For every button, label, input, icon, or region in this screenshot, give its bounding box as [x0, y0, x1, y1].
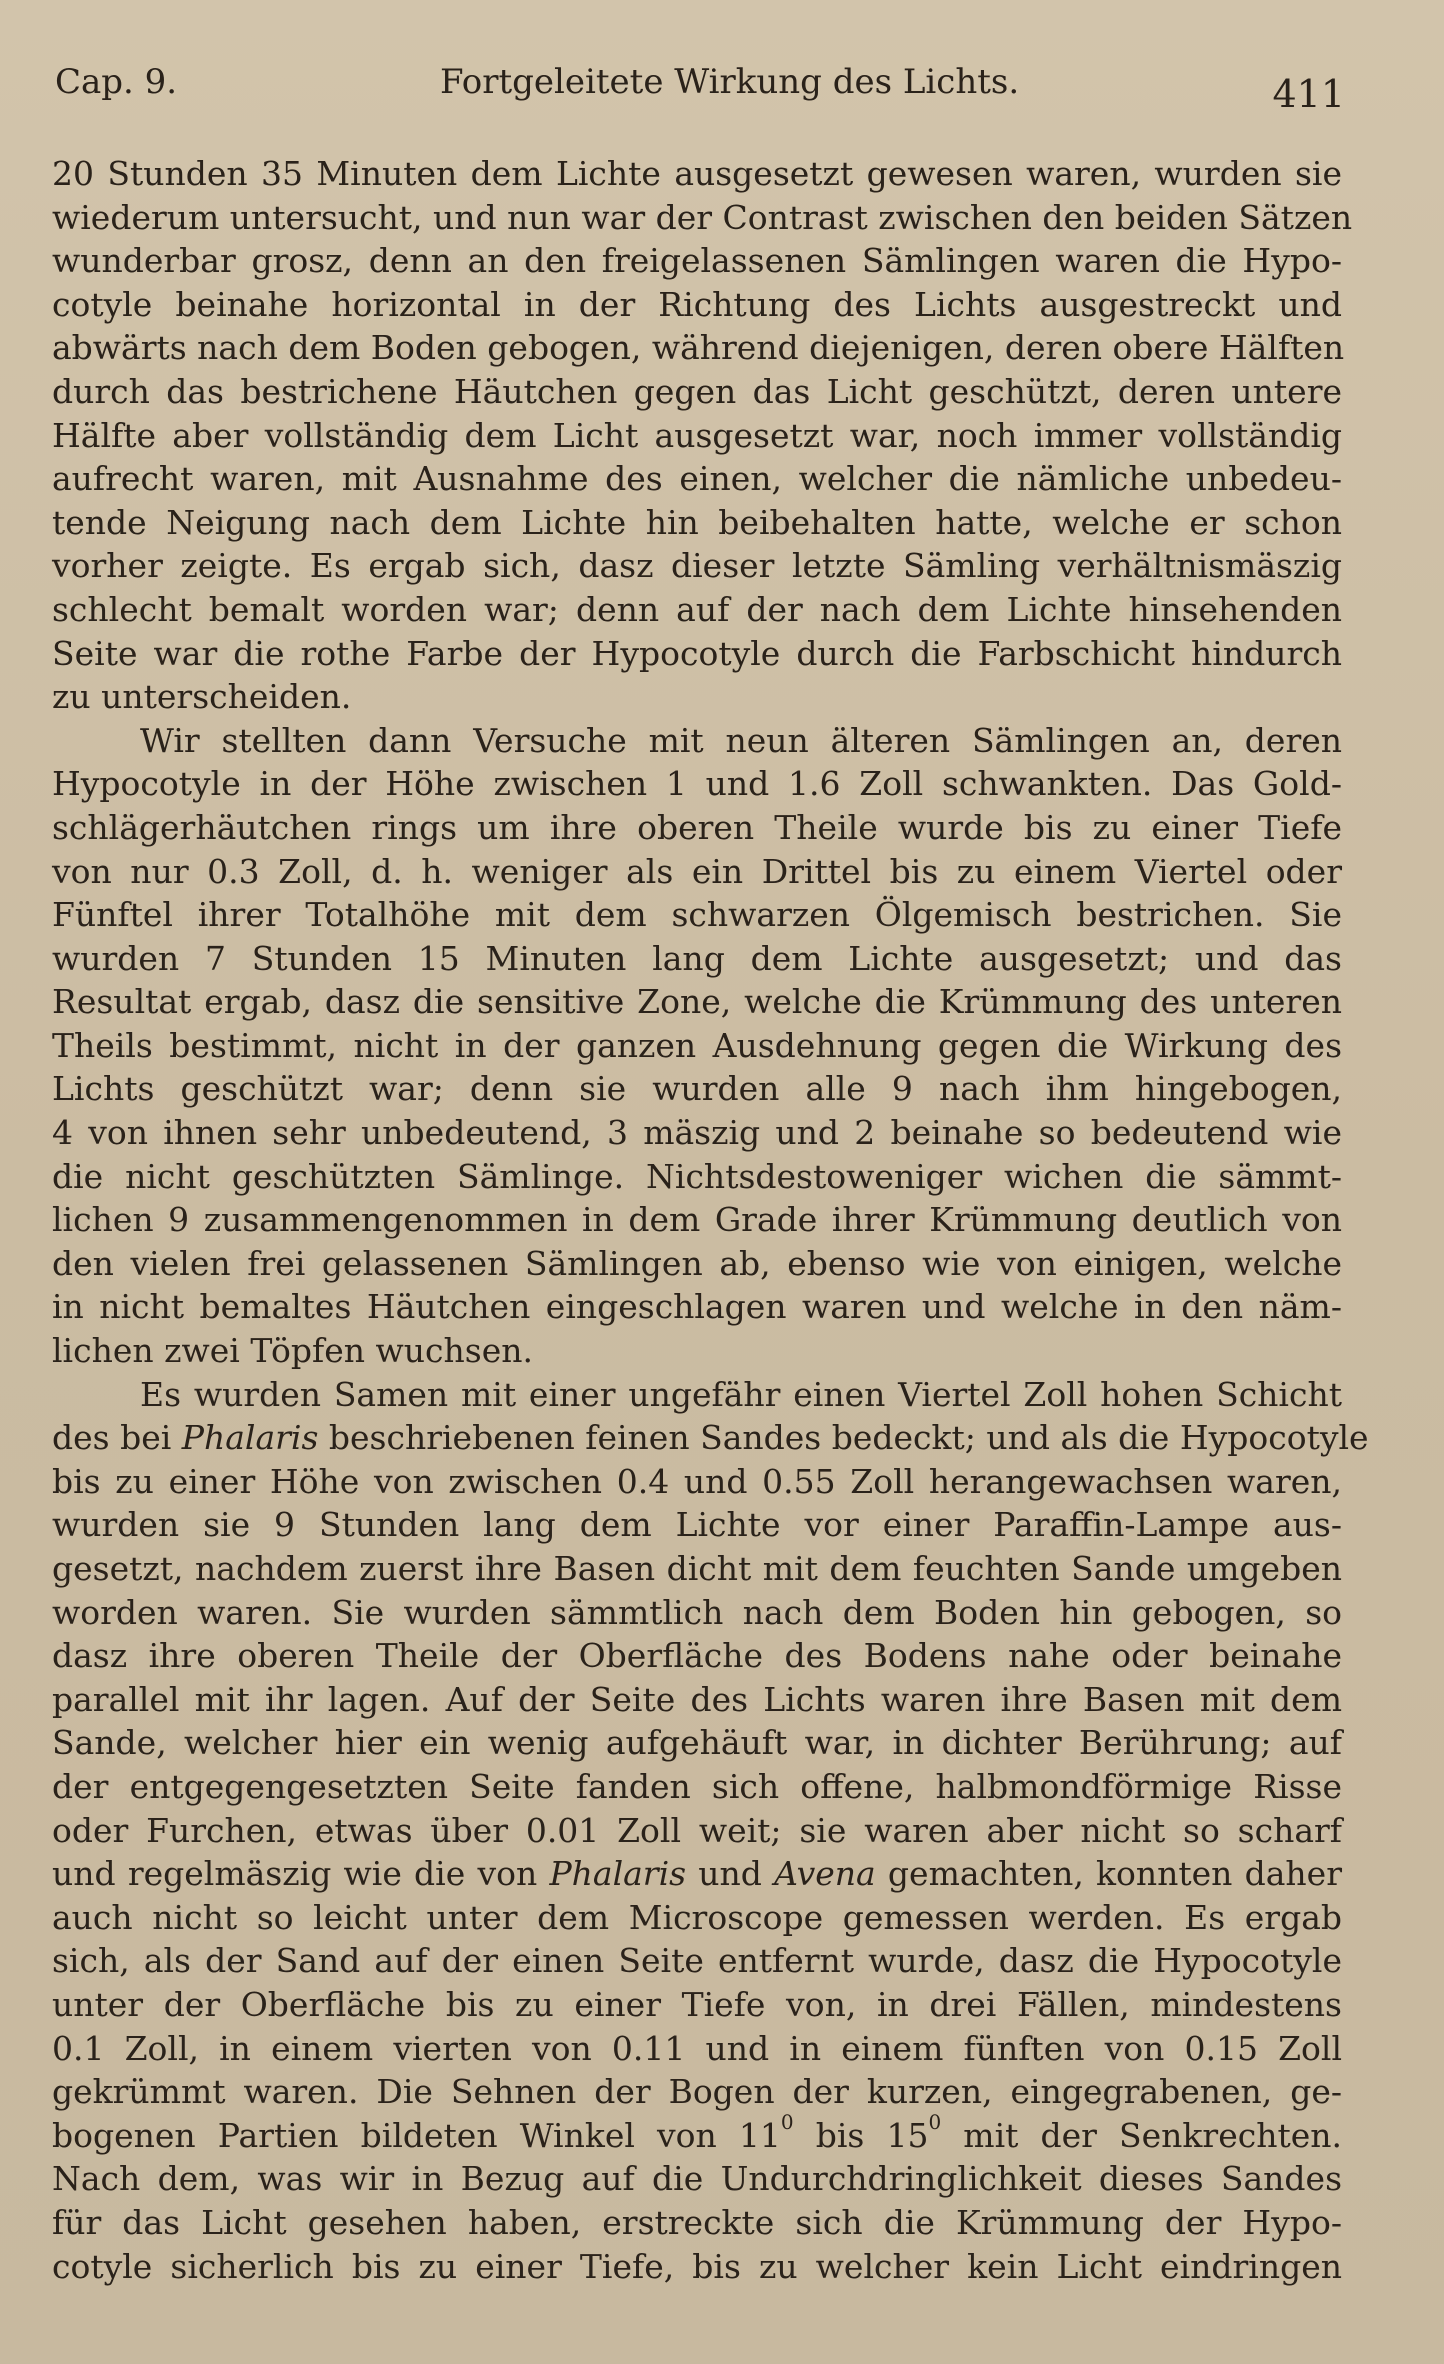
degree-superscript: 0: [780, 2109, 794, 2134]
text-line: zu unterscheiden.: [52, 677, 352, 717]
text-line: 20 Stunden 35 Minuten dem Lichte ausgesetzt gewesen waren, wurden sie: [52, 154, 1342, 193]
text-line: bis zu einer Höhe von zwischen 0.4 und 0.55 Zoll herangewachsen waren,: [52, 1461, 1342, 1501]
text-line: Hälfte aber vollständig dem Licht ausgesetzt war, noch immer vollständig: [52, 415, 1342, 455]
text-line: Lichts geschützt war; denn sie wurden alle 9 nach ihm hingebogen,: [52, 1069, 1342, 1109]
text-line: sich, als der Sand auf der einen Seite entfernt wurde, dasz die Hypocotyle: [52, 1941, 1342, 1981]
text-line: der entgegengesetzten Seite fanden sich offene, halbmondförmige Risse: [52, 1766, 1342, 1806]
text-line: wurden sie 9 Stunden lang dem Lichte vor einer Paraffin-Lampe aus-: [52, 1505, 1342, 1545]
text-line: Sande, welcher hier ein wenig aufgehäuft war, in dichter Berührung; auf: [52, 1723, 1342, 1763]
text-line: in nicht bemaltes Häutchen eingeschlagen waren und welche in den näm-: [52, 1287, 1342, 1327]
running-title: Fortgeleitete Wirkung des Lichts.: [440, 62, 1020, 102]
text-line: parallel mit ihr lagen. Auf der Seite des Lichts waren ihre Basen mit dem: [52, 1679, 1342, 1719]
text-line: die nicht geschützten Sämlinge. Nichtsdestoweniger wichen die sämmt-: [52, 1156, 1342, 1196]
text-line: lichen 9 zusammengenommen in dem Grade ihrer Krümmung deutlich von: [52, 1200, 1342, 1240]
italic-species-name: Phalaris: [181, 1418, 319, 1458]
text-line: Es wurden Samen mit einer ungefähr einen Viertel Zoll hohen Schicht: [140, 1374, 1342, 1414]
text-line: Theils bestimmt, nicht in der ganzen Ausdehnung gegen die Wirkung des: [52, 1025, 1342, 1065]
text-run: des bei: [52, 1418, 182, 1458]
text-run: und: [686, 1854, 775, 1894]
text-line: Hypocotyle in der Höhe zwischen 1 und 1.6 Zoll schwankten. Das Gold-: [52, 764, 1342, 804]
chapter-label: Cap. 9.: [55, 62, 178, 102]
text-line: worden waren. Sie wurden sämmtlich nach dem Boden hin gebogen, so: [52, 1592, 1342, 1632]
text-line: auch nicht so leicht unter dem Microscope gemessen werden. Es ergab: [52, 1897, 1342, 1937]
text-line: [52, 1416, 1369, 1460]
text-run: beschriebenen feinen Sandes bedeckt; und als die Hypocotyle: [318, 1418, 1369, 1458]
text-line: cotyle beinahe horizontal in der Richtung des Lichts ausgestreckt und: [52, 284, 1342, 324]
text-line: abwärts nach dem Boden gebogen, während diejenigen, deren obere Hälften: [52, 328, 1345, 368]
text-line: für das Licht gesehen haben, erstreckte sich die Krümmung der Hypo-: [52, 2202, 1342, 2242]
body-text: [52, 152, 1369, 2288]
text-line: lichen zwei Töpfen wuchsen.: [52, 1331, 533, 1371]
text-line: Seite war die rothe Farbe der Hypocotyle durch die Farbschicht hindurch: [52, 633, 1342, 673]
text-run: und regelmäszig wie die von: [52, 1854, 550, 1894]
text-line: vorher zeigte. Es ergab sich, dasz dieser letzte Sämling verhältnismäszig: [52, 546, 1342, 586]
text-line: wunderbar grosz, denn an den freigelassenen Sämlingen waren die Hypo-: [52, 241, 1342, 281]
text-line: 4 von ihnen sehr unbedeutend, 3 mäszig und 2 beinahe so bedeutend wie: [52, 1113, 1342, 1153]
text-line: unter der Oberfläche bis zu einer Tiefe von, in drei Fällen, mindestens: [52, 1984, 1342, 2024]
italic-species-name: Avena: [774, 1854, 876, 1894]
text-line: 0.1 Zoll, in einem vierten von 0.11 und in einem fünften von 0.15 Zoll: [52, 2028, 1342, 2068]
page-number: 411: [1272, 72, 1345, 116]
text-line: Wir stellten dann Versuche mit neun älteren Sämlingen an, deren: [140, 720, 1342, 760]
text-line: aufrecht waren, mit Ausnahme des einen, welcher die nämliche unbedeu-: [52, 459, 1342, 499]
degree-superscript: 0: [928, 2109, 942, 2134]
text-line: Nach dem, was wir in Bezug auf die Undurchdringlichkeit dieses Sandes: [52, 2159, 1342, 2199]
text-line: gekrümmt waren. Die Sehnen der Bogen der kurzen, eingegrabenen, ge-: [52, 2072, 1342, 2112]
text-line: gesetzt, nachdem zuerst ihre Basen dicht mit dem feuchten Sande umgeben: [52, 1549, 1342, 1588]
italic-species-name: Phalaris: [549, 1854, 687, 1894]
text-run: mit der Senkrechten.: [941, 2115, 1342, 2155]
text-line: den vielen frei gelassenen Sämlingen ab, ebenso wie von einigen, welche: [52, 1243, 1342, 1283]
text-line: wurden 7 Stunden 15 Minuten lang dem Lichte ausgesetzt; und das: [52, 938, 1342, 978]
text-run: gemachten, konnten daher: [875, 1854, 1342, 1894]
text-line: Fünftel ihrer Totalhöhe mit dem schwarzen Ölgemisch bestrichen. Sie: [52, 895, 1342, 935]
text-line: durch das bestrichene Häutchen gegen das Licht geschützt, deren untere: [52, 371, 1342, 411]
running-header: [55, 62, 1345, 122]
text-line: dasz ihre oberen Theile der Oberfläche des Bodens nahe oder beinahe: [52, 1636, 1342, 1676]
text-line: [52, 2109, 1342, 2158]
text-run: bis 15: [793, 2115, 929, 2155]
text-line: oder Furchen, etwas über 0.01 Zoll weit; sie waren aber nicht so scharf: [52, 1810, 1342, 1850]
text-line: tende Neigung nach dem Lichte hin beibehalten hatte, welche er schon: [52, 502, 1342, 542]
text-run: bogenen Partien bildeten Winkel von 11: [52, 2115, 781, 2155]
text-line: wiederum untersucht, und nun war der Contrast zwischen den beiden Sätzen: [52, 197, 1353, 237]
text-line: schlägerhäutchen rings um ihre oberen Theile wurde bis zu einer Tiefe: [52, 807, 1342, 847]
text-line: schlecht bemalt worden war; denn auf der nach dem Lichte hinsehenden: [52, 589, 1342, 629]
text-line: cotyle sicherlich bis zu einer Tiefe, bis zu welcher kein Licht eindringen: [52, 2246, 1342, 2286]
text-line: Resultat ergab, dasz die sensitive Zone, welche die Krümmung des unteren: [52, 982, 1342, 1022]
text-line: [52, 1852, 1342, 1896]
text-line: von nur 0.3 Zoll, d. h. weniger als ein Drittel bis zu einem Viertel oder: [52, 851, 1342, 891]
